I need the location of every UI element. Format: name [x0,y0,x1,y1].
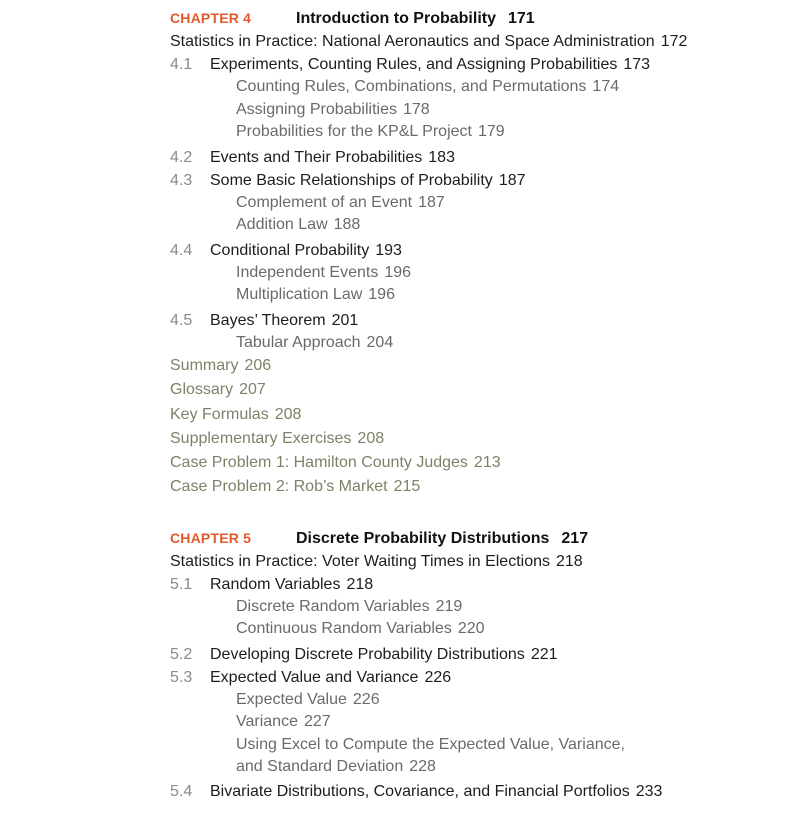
subsection-page-number: 196 [384,263,412,281]
section-title: Expected Value and Variance [210,668,419,686]
end-matter-page-number: 215 [393,478,421,496]
subsection-page-number: 219 [435,597,463,615]
section-number: 4.2 [170,148,193,166]
statistics-in-practice-entry [170,550,790,573]
section-number: 5.1 [170,575,193,593]
subsection-page-number: 227 [303,713,331,731]
section-page-number: 233 [635,783,663,801]
subsection-entry [170,262,790,285]
entry-page-number: 172 [660,33,688,50]
subsection-title: Probabilities for the KP&L Project [236,123,472,140]
section-page-number: 187 [498,171,526,189]
subsection-entry-continuation [170,756,790,778]
section-page-number: 193 [375,241,402,259]
entry-title: Statistics in Practice: Voter Waiting Times in Elections [170,552,550,570]
subsection-entry [170,121,790,144]
subsection-entry [170,689,790,712]
subsection-entry [170,284,790,307]
section-number: 4.5 [170,311,193,329]
section-title: Bayes’ Theorem [210,311,326,329]
subsection-page-number: 187 [418,193,445,211]
subsection-title: Complement of an Event [236,193,413,211]
section-number: 5.2 [170,645,193,663]
section-page-number: 173 [623,56,651,73]
statistics-in-practice-entry [170,30,790,53]
section-entry [170,643,790,666]
entry-title: Statistics in Practice: National Aeronautics and Space Administration [170,33,655,50]
section-page-number: 226 [424,668,452,686]
subsection-page-number: 179 [477,123,505,140]
chapter-label: CHAPTER 4 [170,10,252,26]
end-matter-title: Summary [170,357,239,374]
subsection-title: Assigning Probabilities [236,100,397,118]
subsection-title: Variance [236,713,298,731]
chapter-title: Introduction to Probability [296,10,496,27]
subsection-entry [170,596,790,619]
subsection-title: Using Excel to Compute the Expected Value, Variance, [236,735,625,753]
subsection-entry [170,618,790,641]
subsection-entry [170,76,790,99]
section-entry [170,146,790,169]
entry-page-number: 218 [556,552,583,570]
chapter-4 [170,6,790,500]
section-title: Some Basic Relationships of Probability [210,171,493,189]
end-matter-entry [170,378,790,402]
section-entry [170,309,790,332]
subsection-entry [170,711,790,734]
section-number: 4.4 [170,241,193,259]
subsection-title: Tabular Approach [236,333,361,351]
end-matter-entry [170,354,790,378]
section-entry [170,573,790,596]
section-number: 4.1 [170,56,193,73]
section-entry [170,169,790,192]
section-title: Developing Discrete Probability Distributions [210,645,525,663]
end-matter-title: Supplementary Exercises [170,429,352,447]
subsection-entry [170,214,790,237]
section-page-number: 221 [530,645,558,663]
end-matter-entry [170,475,790,499]
subsection-title: Multiplication Law [236,286,363,303]
end-matter-page-number: 213 [473,454,501,472]
chapter-heading [170,526,790,550]
section-number: 4.3 [170,171,193,189]
section-number: 5.4 [170,783,193,801]
end-matter-entry [170,427,790,451]
end-matter-title: Glossary [170,381,234,399]
subsection-title: Expected Value [236,690,347,708]
section-entry [170,53,790,76]
subsection-title: Continuous Random Variables [236,620,452,638]
end-matter-page-number: 208 [357,429,385,447]
end-matter-title: Key Formulas [170,405,269,423]
chapter-heading [170,6,790,30]
subsection-title: Independent Events [236,263,379,281]
section-title: Events and Their Probabilities [210,148,423,166]
subsection-title: Addition Law [236,216,328,233]
end-matter-title: Case Problem 2: Rob’s Market [170,478,388,496]
section-page-number: 201 [331,311,359,329]
subsection-page-number: 174 [592,78,620,95]
subsection-entry [170,734,790,757]
section-page-number: 218 [346,575,374,593]
subsection-page-number: 226 [352,690,380,708]
subsection-page-number: 220 [457,620,485,638]
section-entry [170,666,790,689]
end-matter-page-number: 206 [244,357,272,374]
subsection-entry [170,192,790,215]
end-matter-entry [170,451,790,475]
subsection-page-number: 196 [368,286,395,303]
chapter-page-number: 171 [507,10,535,27]
end-matter-page-number: 207 [239,381,266,399]
section-title: Conditional Probability [210,241,370,259]
subsection-entry [170,332,790,355]
section-number: 5.3 [170,668,193,686]
end-matter-page-number: 208 [274,405,302,423]
chapter-5 [170,526,790,804]
subsection-page-number: 178 [402,100,430,118]
section-title: Experiments, Counting Rules, and Assigning Probabilities [210,56,618,73]
section-title: Random Variables [210,575,341,593]
subsection-page-number: 204 [366,333,394,351]
subsection-title-continuation: and Standard Deviation [236,758,404,776]
subsection-page-number: 188 [333,216,361,233]
table-of-contents [170,6,790,829]
subsection-title: Discrete Random Variables [236,597,430,615]
chapter-page-number: 217 [561,529,589,547]
end-matter-title: Case Problem 1: Hamilton County Judges [170,454,468,472]
chapter-title: Discrete Probability Distributions [296,529,550,547]
section-page-number: 183 [428,148,455,166]
section-entry [170,239,790,262]
end-matter-entry [170,403,790,427]
subsection-page-number: 228 [409,758,436,776]
subsection-title: Counting Rules, Combinations, and Permutations [236,78,587,95]
subsection-entry [170,99,790,122]
chapter-label: CHAPTER 5 [170,529,252,546]
section-title: Bivariate Distributions, Covariance, and Financial Portfolios [210,783,630,801]
